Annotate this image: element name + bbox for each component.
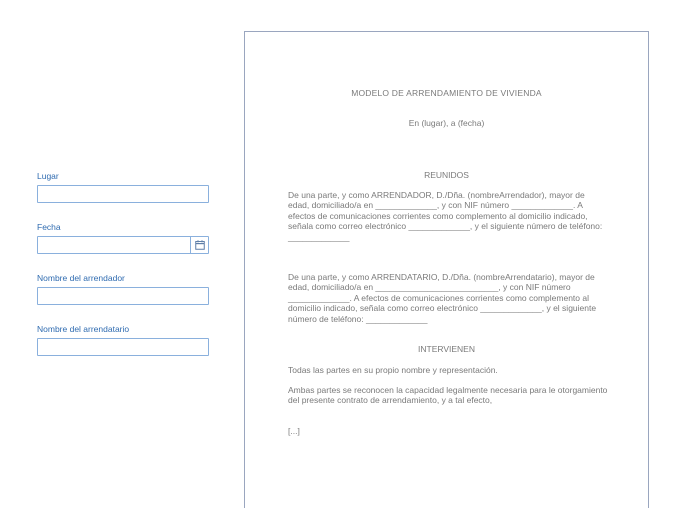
arrendador-input[interactable] [37, 287, 209, 305]
document-title: MODELO DE ARRENDAMIENTO DE VIVIENDA [351, 88, 542, 98]
calendar-icon [195, 240, 205, 250]
arrendador-label: Nombre del arrendador [37, 273, 125, 283]
arrendatario-input[interactable] [37, 338, 209, 356]
lugar-label: Lugar [37, 171, 59, 181]
heading-reunidos: REUNIDOS [424, 170, 469, 180]
fecha-input[interactable] [37, 236, 209, 254]
paragraph-nombre: Todas las partes en su propio nombre y representación. [288, 365, 498, 375]
document-preview [244, 31, 649, 508]
place-date-line: En (lugar), a (fecha) [408, 118, 485, 128]
date-picker-button[interactable] [190, 237, 208, 253]
fecha-label: Fecha [37, 222, 61, 232]
paragraph-arrendador: De una parte, y como ARRENDADOR, D./Dña. (nombreArrendador), mayor de edad, domiciliado/a en _____________, y con NIF número _____________. A efectos de comunicaciones corrientes como complemento al domicilio indicado, señala como correo electrónico _____________, y el siguiente número de teléfono: _____________ [288, 190, 603, 242]
lugar-input[interactable] [37, 185, 209, 203]
paragraph-capacidad: Ambas partes se reconocen la capacidad legalmente necesaria para le otorgamiento del presente contrato de arrendamiento, y a tal efecto, [288, 385, 608, 406]
ellipsis-text: [...] [288, 426, 300, 436]
heading-intervienen: INTERVIENEN [418, 344, 475, 354]
arrendatario-label: Nombre del arrendatario [37, 324, 130, 334]
contract-form [37, 171, 209, 375]
paragraph-arrendatario: De una parte, y como ARRENDATARIO, D./Dña. (nombreArrendatario), mayor de edad, domiciliado/a en __________________________, y con NIF número _____________. A efectos de comunicaciones corrientes como complemento al domicilio indicado, señala como correo electrónico _____________, y el siguiente número de teléfono: _____________ [288, 272, 597, 324]
